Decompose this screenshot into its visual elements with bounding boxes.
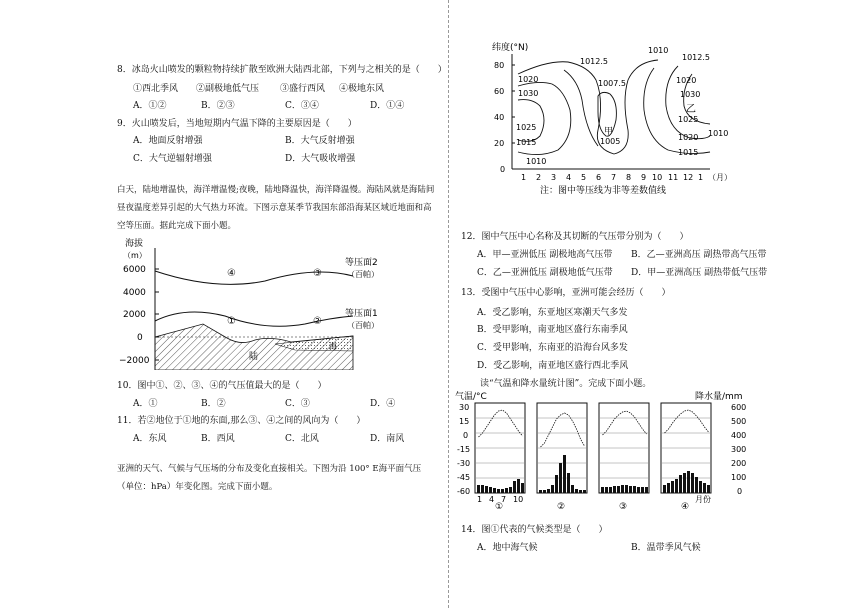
q8-item: ②副极地低气压 [196,84,260,94]
passage-sea-land-breeze: 白天，陆地增温快，海洋增温慢;夜晚，陆地降温快，海洋降温慢。海陆风就是海陆间昼夜温度差异引起的大气热力环流。下图示意某季节我国东部沿海某区域近地面和高空等压面。据此完成下面小题。 [117,185,435,231]
precip-bar [617,486,620,493]
q10-option-d[interactable]: D．④ [370,399,396,409]
temp-curve [665,410,709,433]
precip-bar [517,479,520,493]
isobar-label: 1007.5 [598,79,626,88]
precip-tick: 600 [731,403,747,412]
precip-bar [571,485,574,493]
fig2-xunit: （月） [708,173,732,182]
isobar-label: 1010 [526,157,547,166]
fig2-xtick: 9 [641,173,647,182]
passage-asia-pressure: 亚洲的天气、气候与气压场的分布及变化直接相关。下图为沿 100° E海平面气压（单位：hPa）年变化图。完成下面小题。 [117,464,422,492]
precip-bar [513,481,516,493]
precip-bar [633,486,636,493]
fig1-ytick: 6000 [123,265,146,275]
fig2-xtick: 5 [581,173,587,182]
precip-bar [521,483,524,493]
precip-axis-label: 降水量/mm [695,392,743,402]
q11-option-c[interactable]: C．北风 [285,434,319,444]
precip-tick: 0 [737,487,743,496]
isobar-label: 1025 [516,123,537,132]
month-tick: 7 [501,495,507,504]
surface-2-label: 等压面2 [345,258,378,268]
passage-climate-chart: 读“气温和降水量统计图”。完成下面小题。 [480,379,652,389]
fig1-ytick: −2000 [119,356,150,366]
point-4: ④ [227,268,236,279]
q9-option-a[interactable]: A．地面反射增强 [133,136,203,146]
point-3: ③ [313,268,322,279]
point-1: ① [227,316,236,327]
fig2-xtick: 1 [698,173,704,182]
temp-tick: 30 [459,403,470,412]
precip-bar [543,490,546,493]
temp-tick: 15 [459,417,470,426]
precip-bar [583,490,586,493]
q8-item: ①西北季风 [133,84,179,94]
q10-option-b[interactable]: B．② [201,399,226,409]
precip-bar [671,481,674,493]
fig2-xtick: 3 [551,173,557,182]
pressure-isoline-figure [478,40,748,196]
precip-bar [555,475,558,493]
precip-bar [551,485,554,493]
q10-stem: 10．图中①、②、③、④的气压值最大的是（ ） [117,381,327,391]
q13-option-a[interactable]: A．受乙影响，东亚地区寒潮天气多发 [477,308,628,318]
q9-stem: 9．火山喷发后，当地短期内气温下降的主要原因是（ ） [117,119,357,129]
panel-label-3: ③ [619,502,628,509]
q8-stem: 8．冰岛火山喷发的颗粒物持续扩散至欧洲大陆西北部，下列与之相关的是（ ） [117,65,447,75]
precip-bar [539,490,542,493]
fig2-xtick: 10 [652,173,663,182]
isobar-label: 1005 [600,137,621,146]
precip-bar [493,488,496,493]
precip-bar [675,479,678,493]
fig2-xtick: 1 [521,173,527,182]
isobar-label: 1010 [708,129,729,138]
q11-option-d[interactable]: D．南风 [370,434,405,444]
pressure-center-yi: 乙 [686,104,696,115]
precip-bar [687,471,690,493]
precip-bar [699,481,702,493]
q13-stem: 13．受图中气压中心影响，亚洲可能会经历（ ） [461,288,671,298]
q9-option-d[interactable]: D．大气吸收增强 [285,154,356,164]
temp-tick: -15 [457,445,471,454]
panel-label-2: ② [557,502,566,509]
precip-bar [645,487,648,493]
precip-bar [559,463,562,493]
isobar-label: 1015 [516,138,537,147]
precip-bar [505,488,508,493]
isobar-label: 1010 [648,46,669,55]
precip-bar [497,489,500,493]
precip-bar [605,487,608,493]
month-tick: 1 [477,495,483,504]
land-label: 陆 [249,352,259,362]
climate-charts-figure [455,389,755,509]
fig2-ytick: 60 [494,87,505,96]
precip-bar [501,489,504,493]
q11-option-b[interactable]: B．西风 [201,434,235,444]
fig2-xtick: 7 [611,173,617,182]
surface-2-unit: （百帕） [347,270,379,279]
isobar-label: 1025 [678,115,699,124]
fig1-ytick: 2000 [123,310,146,320]
fig2-xtick: 12 [683,173,694,182]
q8-option-d[interactable]: D．①④ [370,101,405,111]
precip-bar [477,485,480,493]
q13-option-d[interactable]: D．受乙影响，南亚地区盛行西北季风 [477,361,629,371]
precip-bar [663,485,666,493]
temp-tick: -45 [457,473,471,482]
q8-item: ③盛行西风 [280,84,326,94]
isobaric-surface-figure [115,236,395,370]
q8-item: ④极地东风 [339,84,385,94]
q13-option-c[interactable]: C．受甲影响，东南亚的沿海台风多发 [477,343,628,353]
fig2-ylabel: 纬度(°N) [492,43,529,53]
fig2-xtick: 8 [626,173,632,182]
q12-option-c[interactable]: C．乙—亚洲低压 副极地低气压带 [477,268,613,278]
q9-option-b[interactable]: B．大气反射增强 [285,136,355,146]
temp-curve [603,411,647,435]
precip-bar [695,477,698,493]
fig1-ylabel: 海拔 [125,239,144,249]
surface-1-unit: （百帕） [347,321,379,330]
precip-bar [703,483,706,493]
fig2-xtick: 4 [566,173,572,182]
precip-tick: 200 [731,459,747,468]
q11-option-a[interactable]: A．东风 [133,434,167,444]
month-tick: 4 [489,495,495,504]
q13-option-b[interactable]: B．受甲影响，南亚地区盛行东南季风 [477,325,628,335]
q14-option-b[interactable]: B．温带季风气候 [631,543,701,553]
q12-option-d[interactable]: D．甲—亚洲高压 副热带低气压带 [631,268,768,278]
precip-bar [575,489,578,493]
sea-label: 海 [329,342,337,351]
precip-bar [625,485,628,493]
precip-bar [637,487,640,493]
isobar-label: 1020 [678,133,699,142]
precip-bar [621,485,624,493]
isobaric-surface-2 [155,271,353,284]
fig2-note: 注：图中等压线为非等差数值线 [540,186,667,196]
precip-bar [601,487,604,493]
precip-bar [691,473,694,493]
precip-bar [481,485,484,493]
isobar-label: 1012.5 [682,53,710,62]
isobar-label: 1030 [518,89,539,98]
precip-bar [489,487,492,493]
q8-option-c[interactable]: C．③④ [285,101,319,111]
precip-bar [509,487,512,493]
q12-stem: 12．图中气压中心名称及其切断的气压带分别为（ ） [461,232,689,242]
precip-bar [609,487,612,493]
q14-stem: 14．图①代表的气候类型是（ ） [461,525,608,535]
precip-bar [667,483,670,493]
fig1-ytick: 0 [137,333,143,343]
isobar-label: 1020 [676,76,697,85]
q12-option-b[interactable]: B．乙—亚洲高压 副热带高气压带 [631,250,767,260]
fig2-ytick: 0 [500,165,506,174]
precip-bar [679,475,682,493]
fig2-ytick: 80 [494,61,505,70]
fig2-xtick: 6 [596,173,602,182]
temp-tick: -30 [457,459,471,468]
fig1-yunit: （m） [123,251,147,260]
fig1-ytick: 4000 [123,288,146,298]
isobaric-surface-1 [155,312,353,326]
precip-bar [563,455,566,493]
precip-bar [707,485,710,493]
point-2: ② [313,316,322,327]
q10-option-a[interactable]: A．① [133,399,158,409]
precip-tick: 300 [731,445,747,454]
q11-stem: 11．若②地位于①地的东面,那么③、④之间的风向为（ ） [117,416,366,426]
isobar-label: 1015 [678,148,699,157]
q12-option-a[interactable]: A．甲—亚洲低压 副极地高气压带 [477,250,613,260]
column-divider [448,0,449,608]
fig2-xtick: 11 [668,173,679,182]
precip-bar [641,487,644,493]
q14-option-a[interactable]: A．地中海气候 [477,543,538,553]
isobar-label: 1020 [518,75,539,84]
precip-bar [613,486,616,493]
precip-tick: 400 [731,431,747,440]
isobar-label: 1030 [680,90,701,99]
temp-tick: 0 [463,431,469,440]
q8-option-b[interactable]: B．②③ [201,101,235,111]
month-unit: 月份 [695,495,711,504]
q8-option-a[interactable]: A．①② [133,101,167,111]
precip-bar [547,489,550,493]
panel-label-4: ④ [681,502,690,509]
panel-label-1: ① [495,502,504,509]
fig2-xtick: 2 [536,173,542,182]
precip-tick: 100 [731,473,747,482]
precip-tick: 500 [731,417,747,426]
q10-option-c[interactable]: C．③ [285,399,310,409]
precip-bar [485,486,488,493]
fig2-ytick: 40 [494,113,505,122]
isobar-label: 1012.5 [580,57,608,66]
pressure-center-jia: 甲 [604,127,614,137]
month-tick: 10 [513,495,524,504]
surface-1-label: 等压面1 [345,309,378,319]
temp-tick: -60 [457,487,471,496]
precip-bar [579,490,582,493]
q9-option-c[interactable]: C．大气逆辐射增强 [133,154,212,164]
fig2-ytick: 20 [494,139,505,148]
precip-bar [567,473,570,493]
precip-bar [683,473,686,493]
temp-axis-label: 气温/°C [455,392,487,402]
precip-bar [629,486,632,493]
